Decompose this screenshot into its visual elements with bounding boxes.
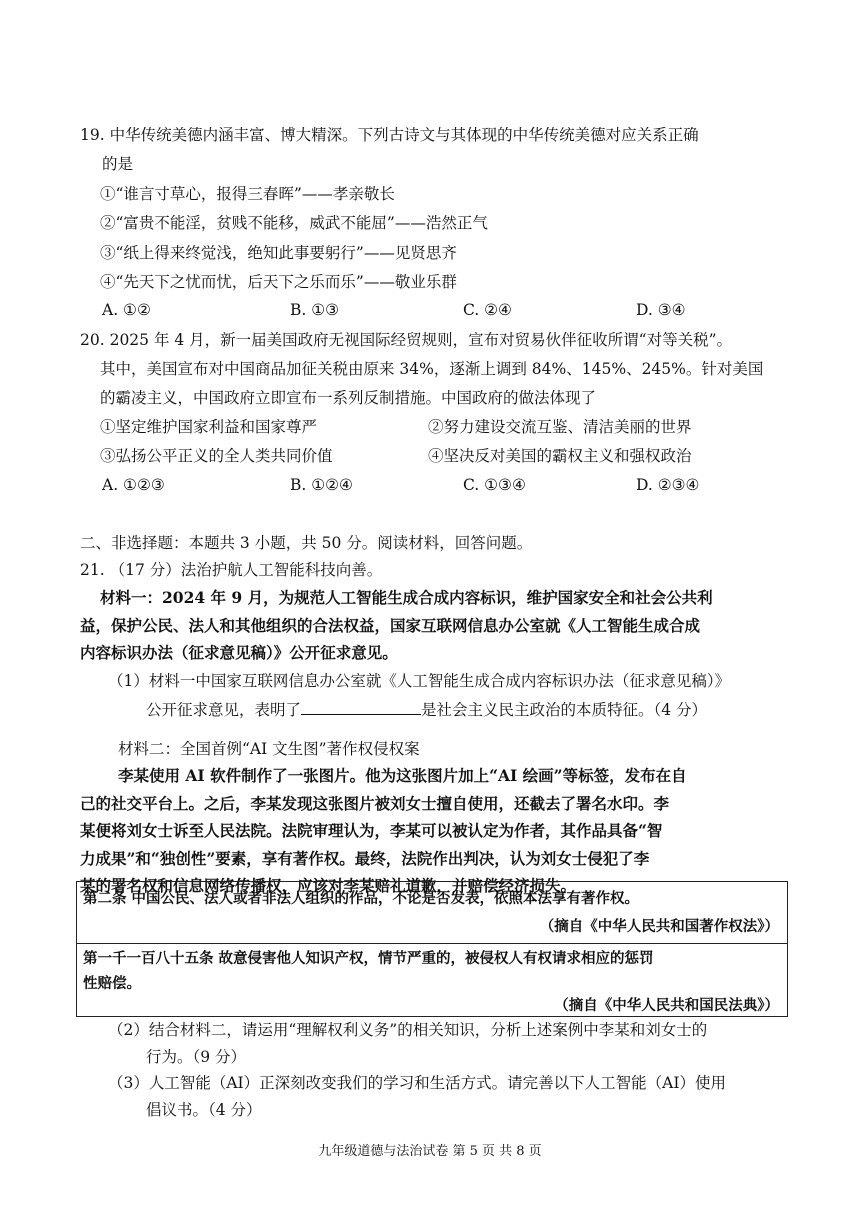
q21-sub3-line2: 倡议书。（4 分） [146,1101,262,1119]
q21-sub1-line1: （1）材料一中国家互联网信息办公室就《人工智能生成合成内容标识办法（征求意见稿）》 [108,672,731,690]
law-divider [77,943,787,944]
q20-item-3: ③弘扬公平正义的全人类共同价值 [100,447,333,465]
q19-option-a[interactable]: A. ①② [102,301,151,319]
q20-option-d[interactable]: D. ②③④ [636,476,700,494]
q21-sub2-line1: （2）结合材料二，请运用“理解权利义务”的相关知识，分析上述案例中李某和刘女士的 [108,1021,708,1039]
q21-material2-line4: 力成果”和“独创性”要素，享有著作权。最终，法院作出判决，认为刘女士侵犯了李 [80,849,650,868]
page-footer: 九年级道德与法治试卷 第 5 页 共 8 页 [318,1144,542,1159]
q21-material2-line2: 己的社交平台上。之后，李某发现这张图片被刘女士擅自使用，还截去了署名水印。李 [80,794,670,813]
q21-sub1-text-b: 是社会主义民主政治的本质特征。（4 分） [421,701,708,719]
q20-stem-line2: 其中，美国宣布对中国商品加征关税由原来 34%，逐渐上调到 84%、145%、245%。针对美国 [100,360,764,378]
q20-option-a[interactable]: A. ①②③ [102,476,165,494]
q20-option-b[interactable]: B. ①②④ [290,476,353,494]
q21-sub1-line2 [146,698,707,721]
section2-heading: 二、非选择题：本题共 3 小题，共 50 分。阅读材料，回答问题。 [80,534,533,552]
law1-text: 第二条 中国公民、法人或者非法人组织的作品，不论是否发表，依照本法享有著作权。 [83,890,640,907]
q21-sub2-line2: 行为。（9 分） [146,1048,247,1066]
q20-item-2: ②努力建设交流互鉴、清洁美丽的世界 [428,418,692,436]
law2-text-line2: 性赔偿。 [83,975,141,992]
law-excerpt-box [76,881,788,1017]
q21-material2-line3: 某便将刘女士诉至人民法院。法院审理认为，李某可以被认定为作者，其作品具备“智 [80,821,663,840]
q20-item-4: ④坚决反对美国的霸权主义和强权政治 [428,447,692,465]
q19-item-1: ①“谁言寸草心，报得三春晖”——孝亲敬长 [100,185,395,203]
q21-material2-line5: 某的署名权和信息网络传播权，应该对李某赔礼道歉，并赔偿经济损失。 [80,876,577,895]
q19-stem-line1: 19. 中华传统美德内涵丰富、博大精深。下列古诗文与其体现的中华传统美德对应关系正确 [80,126,699,144]
q20-stem-line3: 的霸凌主义，中国政府立即宣布一系列反制措施。中国政府的做法体现了 [100,389,597,407]
q21-title: 21. （17 分）法治护航人工智能科技向善。 [80,561,383,579]
q21-material1-line2: 益，保护公民、法人和其他组织的合法权益，国家互联网信息办公室就《人工智能生成合成 [80,616,701,635]
law2-source: （摘自《中华人民共和国民法典》） [554,997,779,1014]
q21-material2-title: 材料二：全国首例“AI 文生图”著作权侵权案 [118,740,420,758]
q19-item-3: ③“纸上得来终觉浅，绝知此事要躬行”——见贤思齐 [100,244,457,262]
q19-item-2: ②“富贵不能淫，贫贱不能移，威武不能屈”——浩然正气 [100,214,488,232]
q21-sub3-line1: （3）人工智能（AI）正深刻改变我们的学习和生活方式。请完善以下人工智能（AI）使用 [108,1074,726,1092]
q20-stem-line1: 20. 2025 年 4 月，新一届美国政府无视国际经贸规则，宣布对贸易伙伴征收所谓“对等关税”。 [80,331,733,349]
q20-option-c[interactable]: C. ①③④ [463,476,526,494]
q21-sub1-answer-blank[interactable] [301,698,421,715]
q19-item-4: ④“先天下之忧而忧，后天下之乐而乐”——敬业乐群 [100,273,457,291]
q21-sub1-text-a: 公开征求意见，表明了 [146,701,302,719]
law2-text-line1: 第一千一百八十五条 故意侵害他人知识产权，情节严重的，被侵权人有权请求相应的惩罚 [83,950,654,967]
q19-option-b[interactable]: B. ①③ [290,301,340,319]
q21-material2-line1: 李某使用 AI 软件制作了一张图片。他为这张图片加上“AI 绘画”等标签，发布在自 [118,766,687,785]
q19-option-c[interactable]: C. ②④ [463,301,512,319]
q19-option-d[interactable]: D. ③④ [636,301,686,319]
q19-stem-line2: 的是 [102,155,134,173]
law1-source: （摘自《中华人民共和国著作权法》） [539,918,779,935]
q21-material1-line3: 内容标识办法（征求意见稿）》公开征求意见。 [80,643,398,662]
q21-material1-line1: 材料一：2024 年 9 月，为规范人工智能生成合成内容标识，维护国家安全和社会公共利 [100,588,713,607]
q20-item-1: ①坚定维护国家利益和国家尊严 [100,418,318,436]
